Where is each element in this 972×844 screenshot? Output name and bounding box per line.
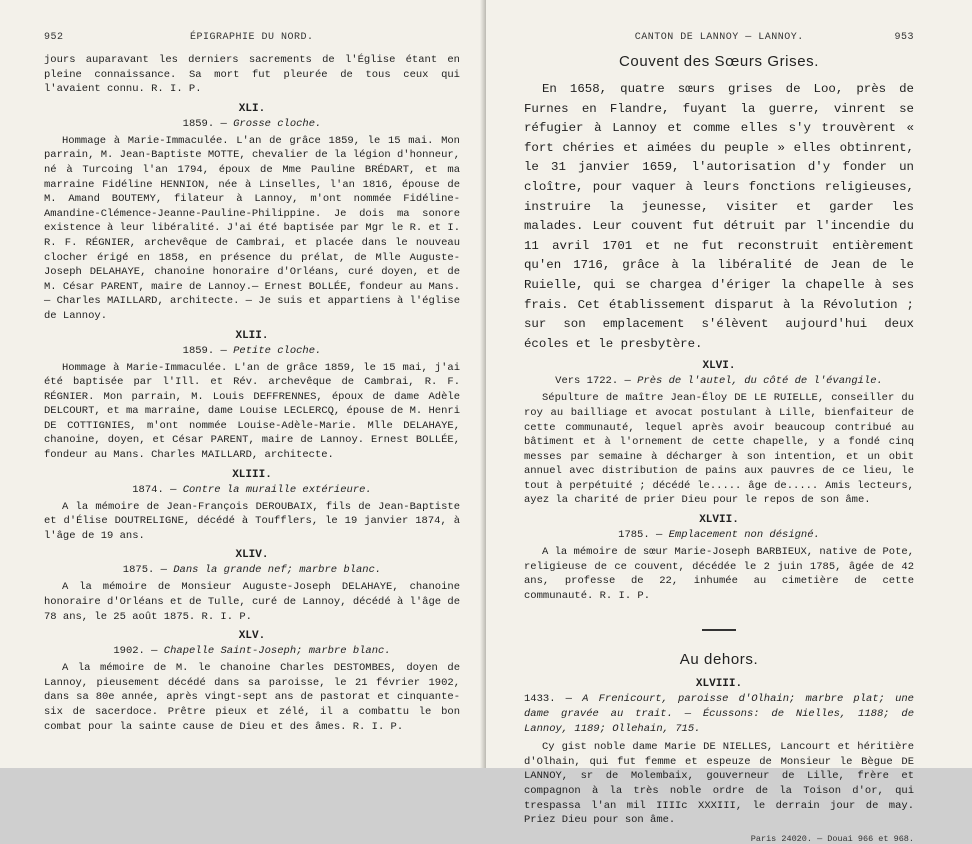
- section-title-au-dehors: Au dehors.: [679, 651, 759, 669]
- section-divider: [702, 629, 736, 631]
- entry-location: Chapelle Saint-Joseph; marbre blanc.: [163, 645, 391, 658]
- entry-dash: —: [655, 529, 663, 542]
- entry-date: 1859.: [182, 117, 215, 130]
- entry-dateline: [44, 564, 460, 576]
- entry-date: 1902.: [113, 645, 145, 658]
- entry-dateline: [44, 484, 460, 496]
- entry-xlii: [44, 330, 460, 463]
- entry-dateline: [524, 529, 914, 541]
- entry-inscription: Cy gist noble dame Marie DE NIELLES, Lancourt et héritière d'Olhain, qui fut femme et espeuze de Monsieur le Bègue DE LANNOY, sr de Molembaix, gouverneur de Lille, frère et compagnon à la très noble ordre de la Toison d'or, qui trespassa l'an mil IIIIc XXXIII, le derrain jour de may. Priez Dieu pour son âme.: [524, 741, 914, 827]
- entry-inscription: A la mémoire de M. le chanoine Charles DESTOMBES, doyen de Lannoy, pieusement décédé dans sa paroisse, le 21 février 1902, dans sa 80e année, après vingt-sept ans de pastorat et cinquante-six de sacerdoce. Prêtre pieux et zélé, il a combattu le bon combat pour la sainte cause de Dieu et des âmes. R. I. P.: [44, 662, 460, 733]
- entry-date: 1859.: [182, 344, 215, 357]
- right-page-number: 953: [894, 32, 914, 43]
- entry-number: XLIV.: [235, 549, 269, 562]
- entry-xli: [44, 103, 460, 324]
- entry-date: 1875.: [122, 564, 155, 577]
- entry-location: Petite cloche.: [233, 344, 322, 357]
- right-running-title: CANTON DE LANNOY — LANNOY.: [634, 32, 804, 43]
- entry-location: A Frenicourt, paroisse d'Olhain; marbre plat; une dame gravée au trait. — Écussons: de Nielles, 1188; de Lannoy, 1189; Ollehain, 715.: [524, 693, 914, 735]
- entry-dash: —: [151, 645, 158, 658]
- entry-inscription: A la mémoire de sœur Marie-Joseph BARBIEUX, native de Pote, religieuse de ce couvent, décédée le 2 juin 1785, âgée de 42 ans, professe de 22, inhumée au cimetière de cette communauté. R. I. P.: [524, 546, 914, 602]
- entry-dateline: [44, 118, 460, 130]
- entry-number: XLVIII.: [695, 678, 743, 691]
- entry-location: Près de l'autel, du côté de l'évangile.: [637, 375, 883, 388]
- right-page: [486, 0, 972, 844]
- entry-inscription: A la mémoire de Monsieur Auguste-Joseph DELAHAYE, chanoine honoraire d'Orléans et de Tulle, curé de Lannoy, décédé à l'âge de 78 ans, le 25 août 1875. R. I. P.: [44, 581, 460, 623]
- left-page-number: 952: [44, 32, 64, 43]
- entry-date: Vers 1722.: [555, 375, 619, 388]
- entry-date: 1433.: [524, 693, 556, 706]
- entry-location: Dans la grande nef; marbre blanc.: [173, 564, 382, 577]
- entry-dash: —: [565, 693, 572, 706]
- entry-number: XLVII.: [699, 514, 739, 527]
- entry-dash: —: [160, 564, 167, 577]
- entry-xlviii: [524, 678, 914, 827]
- entry-dash: —: [220, 117, 227, 130]
- left-running-head: [44, 32, 460, 43]
- entry-dateline: [524, 375, 914, 387]
- entry-location: Contre la muraille extérieure.: [182, 483, 372, 496]
- entry-xliii: [44, 469, 460, 544]
- entry-number: XLVI.: [702, 360, 736, 373]
- entry-inscription: A la mémoire de Jean-François DEROUBAIX, fils de Jean-Baptiste et d'Élise DOUTRELIGNE, décédé à Toufflers, le 19 janvier 1874, à l'âge de 19 ans.: [44, 500, 460, 542]
- section-title-couvent: Couvent des Sœurs Grises.: [618, 53, 820, 70]
- entry-xliv: [44, 549, 460, 624]
- entry-dash: —: [624, 375, 631, 388]
- entry-inscription: Hommage à Marie-Immaculée. L'an de grâce 1859, le 15 mai. Mon parrain, M. Jean-Baptiste MOTTE, chevalier de la légion d'honneur, né à Turcoing l'an 1794, époux de Mme Pauline BRÉDART, et ma marraine Fidéline HENNION, née à Linselles, l'an 1816, épouse de M. Amand BOUTEMY, filateur à Lannoy, m'ont nommée Fidéline-Amandine-Clémence-Jeanne-Pauline-Philippine. Je dois ma sonore existence à leur libéralité. J'ai été baptisée par Mgr le R. et I. R. F. RÉGNIER, archevêque de Cambrai, et placée dans le nouveau clocher érigé en 1858, en présence du prélat, de Mlle Auguste-Joseph DELAHAYE, chanoine honoraire d'Orléans, curé doyen, et de M. César PARENT, maire de Lannoy.— Ernest BOLLÉE, fondeur au Mans.— Charles MAILLARD, architecte. — Je suis et appartiens à l'église de Lannoy.: [44, 134, 460, 322]
- entry-dash: —: [220, 344, 227, 357]
- entry-dateline: [44, 345, 460, 357]
- entry-xlvi: [524, 360, 914, 508]
- left-intro-text: jours auparavant les derniers sacrements de l'Église étant en pleine connaissance. Sa mort fut pleurée de tous ceux qui l'avaient connu. R. I. P.: [44, 54, 460, 96]
- left-running-title: ÉPIGRAPHIE DU NORD.: [189, 32, 314, 43]
- left-page: [0, 0, 486, 768]
- entry-dateline: [524, 692, 914, 736]
- section-intro-text: En 1658, quatre sœurs grises de Loo, près de Furnes en Flandre, fuyant la guerre, vinrent se réfugier à Lannoy et comme elles s'y trouvèrent « fort chéries et aimées du peuple » elles obtinrent, le 31 janvier 1659, l'autorisation d'y fonder un cloître, pour vaquer à leurs fonctions religieuses, instruire la jeunesse, visiter et garder les malades. Leur couvent fut détruit par l'incendie du 11 avril 1701 et ne fut reconstruit entièrement qu'en 1716, grâce à la libéralité de Jean de le Ruielle, qui se chargea d'ériger la chapelle à ses frais. Cet établissement disparut à la Révolution ; sur son emplacement s'élèvent aujourd'hui deux écoles et le presbytère.: [524, 82, 914, 351]
- entry-xlv: [44, 630, 460, 734]
- entry-xlvii: [524, 514, 914, 603]
- entry-number: XLI.: [238, 102, 266, 115]
- entry-dateline: [44, 645, 460, 657]
- source-footnote: Paris 24020. — Douai 966 et 968.: [750, 833, 914, 844]
- entry-number: XLII.: [235, 329, 269, 342]
- entry-date: 1874.: [132, 483, 164, 496]
- entry-number: XLIII.: [232, 468, 272, 481]
- entry-inscription: Sépulture de maître Jean-Éloy DE LE RUIELLE, conseiller du roy au bailliage et avocat postulant à Lille, bienfaiteur de cette communauté, lequel après avoir beaucoup contribué au bâtiment et à l'ornement de cette chapelle, y a fondé cinq messes par semaine à décharger à son intention, et un obit annuel avec distribution de pains aux pauvres de ce lieu, le tout à perpétuité ; décédé le..... âge de..... Amis lecteurs, ayez la charité de prier Dieu pour le repos de son âme.: [524, 392, 914, 507]
- entry-dash: —: [170, 483, 177, 496]
- right-running-head: [524, 32, 914, 43]
- entry-date: 1785.: [618, 529, 650, 542]
- entry-location: Emplacement non désigné.: [668, 529, 820, 542]
- entry-number: XLV.: [238, 630, 266, 643]
- entry-inscription: Hommage à Marie-Immaculée. L'an de grâce 1859, le 15 mai, j'ai été baptisée par l'Ill. et Rév. archevêque de Cambrai, R. F. RÉGNIER. Mon parrain, M. Louis DEFFRENNES, époux de dame Adèle DELCOURT, et ma marraine, dame Louise LECLERCQ, épouse de M. Henri DE COTTIGNIES, m'ont nommée Louise-Adèle-Marie. Mlle DELAHAYE, chanoine, doyen, et César PARENT, maire de Lannoy. Ernest BOLLÉE, fondeur au Mans. Charles MAILLARD, architecte.: [44, 361, 460, 462]
- entry-location: Grosse cloche.: [233, 117, 322, 130]
